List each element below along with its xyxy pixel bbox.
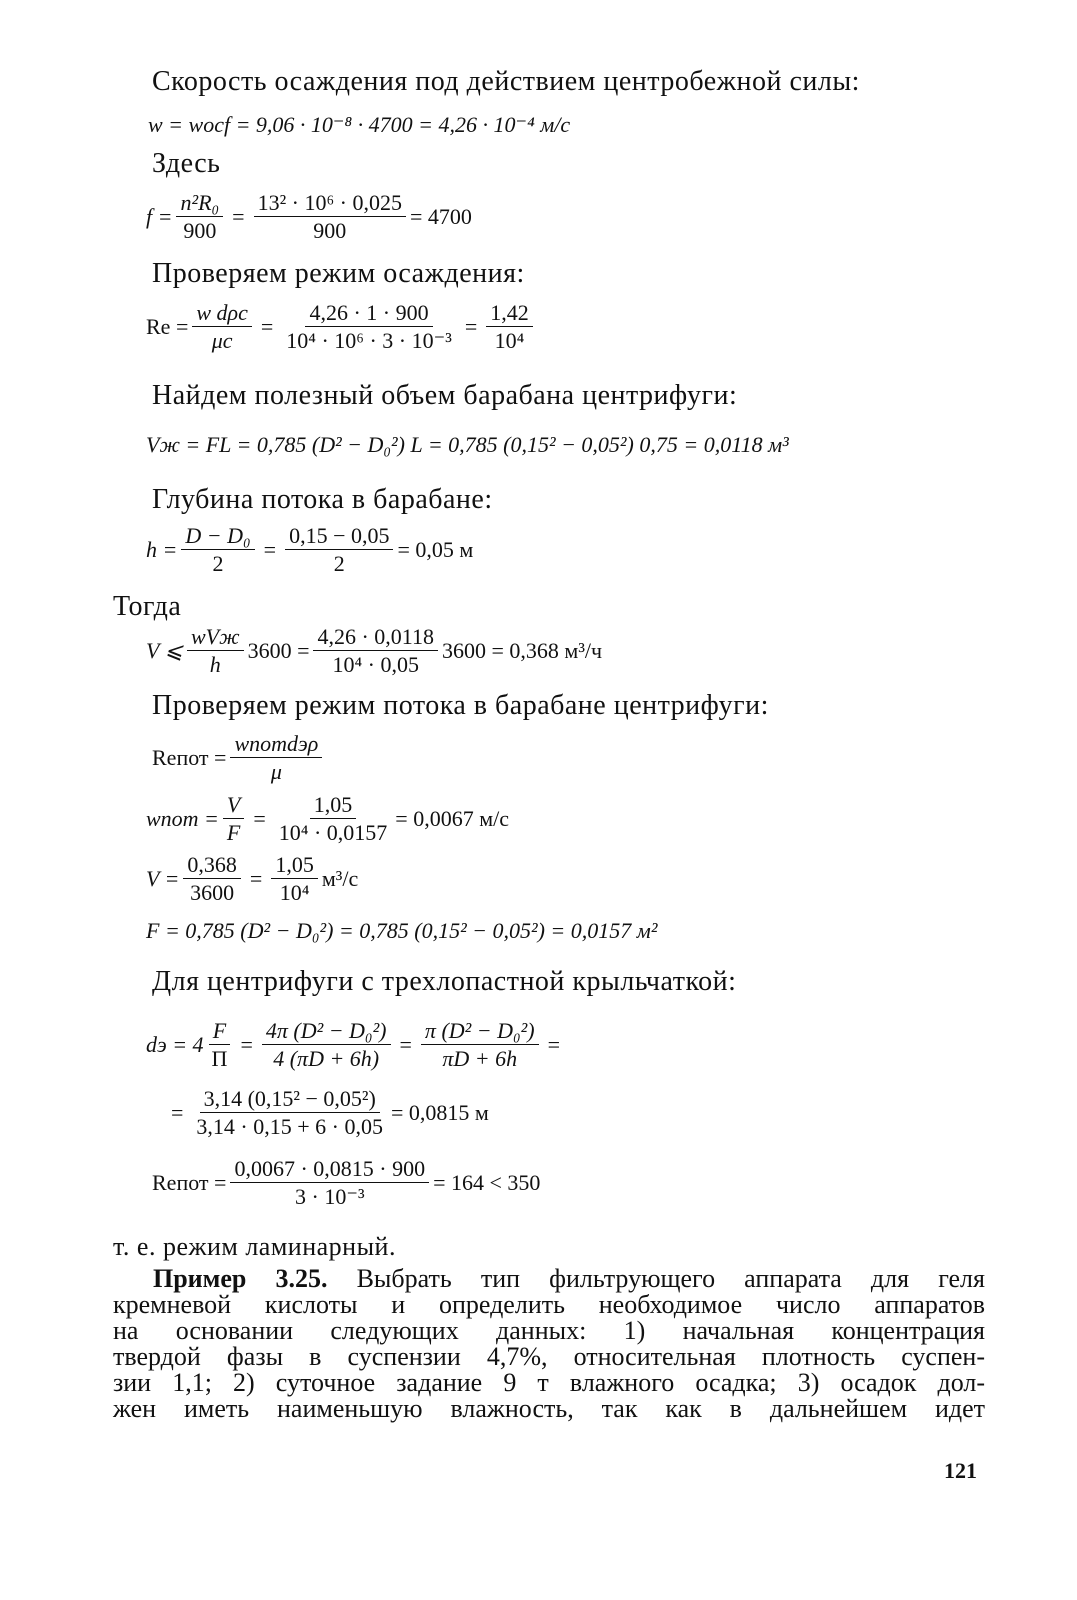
v-den-2: 10⁴ <box>279 880 310 906</box>
re-den-1: μс <box>211 328 233 354</box>
de-fraction-3 <box>421 1018 539 1072</box>
vv-num-1: wVж <box>187 624 244 651</box>
re-fraction-3 <box>486 300 533 354</box>
equation-f: f = $\frac{\text{n²R₀}}{900}$ = $\frac{\text{13² · 10⁶ · 0,025}}{900}$ = 4700 <box>146 190 472 244</box>
equation-re: Re = $\frac{\text{w dρс}}{\mu с}$ = $\frac{4,26 \cdot 1 \cdot 900}{\text{10⁴ · 10⁶ · 3 · 10⁻³}}$ = $\frac{1,42}{\text{10⁴}}$ <box>146 300 537 354</box>
heading-flow-depth: Глубина потока в барабане: <box>152 484 493 515</box>
de-fraction-2 <box>262 1018 391 1072</box>
re-num-2: 4,26 · 1 · 900 <box>305 300 432 327</box>
vv-den-2: 10⁴ · 0,05 <box>332 652 419 678</box>
re-fraction-1 <box>192 300 252 354</box>
equation-de-numeric <box>166 1086 489 1140</box>
text-then: Тогда <box>113 591 182 622</box>
f-num-2: 13² · 10⁶ · 0,025 <box>254 190 406 217</box>
h-num-2: 0,15 − 0,05 <box>285 523 393 550</box>
example-line-3: на основании следующих данных: 1) начальная концентрация <box>113 1316 985 1345</box>
de2-den: 3,14 · 0,15 + 6 · 0,05 <box>196 1114 383 1140</box>
equation-re-pot <box>152 731 326 785</box>
f-fraction-1 <box>176 190 223 244</box>
de-num-2: 4π (D² − D₀²) <box>262 1018 391 1045</box>
h-den-1: 2 <box>212 551 224 577</box>
example-line-6: жен иметь наименьшую влажность, так как в дальнейшем идет <box>113 1394 985 1423</box>
equation-re-pot-numeric <box>152 1156 540 1210</box>
v-num-1: 0,368 <box>183 852 241 879</box>
heading-settling-speed: Скорость осаждения под действием центробежной силы: <box>152 66 860 97</box>
de-num-1: F <box>209 1018 230 1045</box>
repot2-lhs: Reпот = <box>152 1169 227 1195</box>
equation-v-limit <box>146 624 602 678</box>
de2-num: 3,14 (0,15² − 0,05²) <box>200 1086 380 1113</box>
de2-lhs: = <box>171 1099 184 1125</box>
equation-h: h = $\frac{\text{D − D₀}}{2}$ = $\frac{0,15 - 0,05}{2}$ = 0,05 м <box>146 523 474 577</box>
wpot-fraction-2 <box>275 792 392 846</box>
repot-den: μ <box>270 759 282 785</box>
vv-num-2: 4,26 · 0,0118 <box>313 624 438 651</box>
de2-fraction <box>192 1086 387 1140</box>
f-den-1: 900 <box>183 218 217 244</box>
f-lhs: f = <box>146 203 173 229</box>
repot-lhs: Reпот = <box>152 744 227 770</box>
example-label: Пример 3.25. <box>153 1264 328 1293</box>
h-fraction-2 <box>285 523 393 577</box>
repot-fraction <box>230 731 322 785</box>
h-den-2: 2 <box>333 551 345 577</box>
h-lhs: h = <box>146 536 178 562</box>
wpot-num-2: 1,05 <box>310 792 357 819</box>
f-result: = 4700 <box>410 203 472 229</box>
f-den-2: 900 <box>313 218 347 244</box>
re-fraction-2 <box>282 300 456 354</box>
equation-f-area: F = 0,785 (D² − D₀²) = 0,785 (0,15² − 0,05²) = 0,0157 м² <box>146 918 658 943</box>
page-number: 121 <box>944 1458 977 1483</box>
wpot-result: = 0,0067 м/с <box>395 805 510 831</box>
v-result: м³/с <box>321 865 359 891</box>
wpot-fraction-1 <box>223 792 244 846</box>
wpot-num-1: V <box>223 792 244 819</box>
f-fraction-2 <box>254 190 406 244</box>
vv-den-1: h <box>209 652 221 678</box>
wpot-den-2: 10⁴ · 0,0157 <box>278 820 388 846</box>
equation-w-pot: wпот = $\frac{V}{F}$ = $\frac{1,05}{\text{10⁴ · 0,0157}}$ = 0,0067 м/с <box>146 792 510 846</box>
de-fraction-1 <box>208 1018 232 1072</box>
f-num-1: n²R₀ <box>176 190 223 217</box>
repot2-num: 0,0067 · 0,0815 · 900 <box>230 1156 429 1183</box>
re-num-1: w dρс <box>192 300 252 327</box>
equation-vzh: Vж = FL = 0,785 (D² − D₀²) L = 0,785 (0,15² − 0,05²) 0,75 = 0,0118 м³ <box>146 432 789 457</box>
re-den-2: 10⁴ · 10⁶ · 3 · 10⁻³ <box>286 328 452 354</box>
de-den-3: πD + 6h <box>442 1046 518 1072</box>
de-lhs: dэ = 4 <box>146 1031 204 1057</box>
vv-fraction-2 <box>313 624 438 678</box>
wpot-lhs: wпот = <box>146 805 219 831</box>
de2-result: = 0,0815 м <box>390 1099 489 1125</box>
repot-num: wпотdэρ <box>230 731 322 758</box>
wpot-den-1: F <box>226 820 241 846</box>
heading-three-blade: Для центрифуги с трехлопастной крыльчаткой: <box>152 966 737 997</box>
example-paragraph <box>113 1266 985 1422</box>
re-num-3: 1,42 <box>486 300 533 327</box>
example-line-1-text: Выбрать тип фильтрующего аппарата для геля <box>356 1264 985 1293</box>
text-here: Здесь <box>152 148 221 179</box>
vv-fraction-1 <box>187 624 244 678</box>
re-lhs: Re = <box>146 313 189 339</box>
de-num-3: π (D² − D₀²) <box>421 1018 539 1045</box>
repot2-result: = 164 < 350 <box>433 1169 541 1195</box>
example-line-1 <box>113 1266 985 1292</box>
vv-result: 3600 = 0,368 м³/ч <box>442 637 603 663</box>
h-result: = 0,05 м <box>397 536 474 562</box>
repot2-den: 3 · 10⁻³ <box>295 1184 365 1210</box>
repot2-fraction <box>230 1156 429 1210</box>
v-num-2: 1,05 <box>271 852 318 879</box>
de-den-1: П <box>211 1046 228 1072</box>
v-lhs: V = <box>146 865 180 891</box>
equation-de: dэ = 4 $\frac{F}{П}$ = $\frac{\text{4π (D² − D₀²)}}{4 (\pi D + 6h)}$ = $\frac{\text{π (D² − D₀²)}}{\pi D + 6h}$ = <box>146 1018 560 1072</box>
de-den-2: 4 (πD + 6h) <box>273 1046 380 1072</box>
de-tail: = <box>547 1031 560 1057</box>
v-fraction-1 <box>183 852 241 906</box>
v-den-1: 3600 <box>190 880 235 906</box>
v-fraction-2 <box>271 852 318 906</box>
equation-v-flow: V = $\frac{0,368}{3600}$ = $\frac{1,05}{\text{10⁴}}$ м³/с <box>146 852 359 906</box>
h-fraction-1 <box>181 523 254 577</box>
heading-useful-volume: Найдем полезный объем барабана центрифуги: <box>152 380 738 411</box>
h-num-1: D − D₀ <box>181 523 254 550</box>
re-den-3: 10⁴ <box>494 328 525 354</box>
heading-check-regime: Проверяем режим осаждения: <box>152 258 525 289</box>
vv-mid: 3600 = <box>247 637 310 663</box>
example-line-2: кремневой кислоты и определить необходимое число аппаратов <box>113 1290 985 1319</box>
example-line-4: твердой фазы в суспензии 4,7%, относительная плотность суспен- <box>113 1342 985 1371</box>
equation-w: w = wосf = 9,06 · 10⁻⁸ · 4700 = 4,26 · 10⁻⁴ м/с <box>148 112 571 137</box>
vv-lhs: V ⩽ <box>146 637 183 663</box>
heading-check-flow: Проверяем режим потока в барабане центрифуги: <box>152 690 769 721</box>
example-line-5: зии 1,1; 2) суточное задание 9 т влажного осадка; 3) осадок дол- <box>113 1368 985 1397</box>
text-laminar: т. е. режим ламинарный. <box>113 1232 396 1261</box>
